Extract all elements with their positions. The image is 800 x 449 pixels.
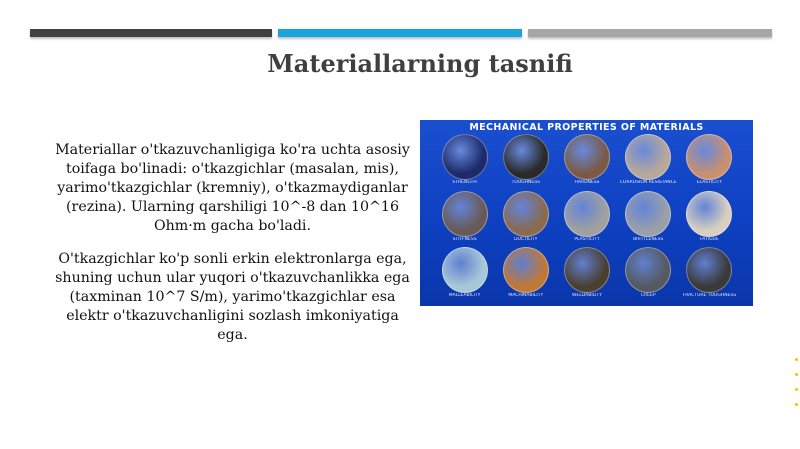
property-photo: [686, 191, 732, 237]
property-item: [618, 133, 679, 190]
property-photo: [625, 134, 671, 180]
property-label: PLASTICITY: [574, 236, 600, 242]
property-label: ELASTICITY: [696, 180, 723, 185]
paragraph-1: Materiallar o'tkazuvchanligiga ko'ra uchta asosiy toifaga bo'linadi: o'tkazgichlar (masalan, mis), yarimo'tkazgichlar (kremniy), o'tkazmaydiganlar (rezina). Ularning qarshiligi 10^-8 dan 10^16 Ohm·m gacha bo'ladi.: [55, 142, 410, 234]
property-item: [679, 133, 740, 190]
property-label: STIFFNESS: [452, 236, 477, 242]
property-photo: [442, 134, 488, 180]
property-item: [495, 133, 556, 190]
property-item: [434, 246, 495, 303]
property-item: [556, 190, 617, 247]
property-label: FRACTURE TOUGHNESS: [682, 293, 737, 299]
decor-bar-accent: [278, 29, 522, 37]
property-photo: [686, 247, 732, 293]
mechanical-properties-image: [420, 120, 753, 306]
property-label: DUCTILITY: [514, 236, 538, 242]
property-photo: [503, 134, 549, 180]
side-dots: [795, 358, 798, 418]
property-photo: [564, 191, 610, 237]
property-photo: [503, 247, 549, 293]
decor-dot: [795, 403, 798, 406]
property-label: TOUGHNESS: [511, 180, 540, 185]
decor-bar-light: [528, 29, 772, 37]
property-label: FATIGUE: [700, 236, 719, 242]
decor-dot: [795, 373, 798, 376]
property-photo: [442, 247, 488, 293]
property-item: [556, 246, 617, 303]
decor-bar-dark: [30, 29, 272, 37]
property-label: MALLEABILITY: [448, 293, 481, 299]
property-label: MACHINABILITY: [508, 293, 544, 299]
property-item: [434, 133, 495, 190]
property-item: [495, 190, 556, 247]
property-photo: [564, 134, 610, 180]
property-label: CORROSION RESISTANCE: [619, 180, 677, 185]
property-photo: [564, 247, 610, 293]
top-decor-bars: [30, 29, 772, 38]
property-photo: [625, 191, 671, 237]
decor-dot: [795, 358, 798, 361]
property-grid: [434, 133, 740, 303]
property-item: [618, 246, 679, 303]
property-item: [556, 133, 617, 190]
property-label: CREEP: [640, 293, 656, 299]
property-photo: [625, 247, 671, 293]
paragraph-2: O'tkazgichlar ko'p sonli erkin elektronlarga ega, shuning uchun ular yuqori o'tkazuvchanlikka ega (taxminan 10^7 S/m), yarimo'tkazgichlar esa elektr o'tkazuvchanligini sozlash imkoniyatiga ega.: [55, 251, 410, 343]
property-label: WELDABILITY: [571, 293, 602, 299]
property-photo: [686, 134, 732, 180]
property-photo: [442, 191, 488, 237]
property-item: [679, 246, 740, 303]
property-item: [434, 190, 495, 247]
property-item: [679, 190, 740, 247]
slide-title: Materiallarning tasnifi: [267, 49, 573, 78]
property-item: [495, 246, 556, 303]
property-photo: [503, 191, 549, 237]
property-label: HARDNESS: [574, 180, 600, 185]
slide-body: [50, 141, 415, 359]
property-label: BRITTLENESS: [633, 236, 664, 242]
image-title: MECHANICAL PROPERTIES OF MATERIALS: [469, 122, 704, 133]
property-label: STRENGTH: [452, 180, 477, 185]
property-item: [618, 190, 679, 247]
decor-dot: [795, 388, 798, 391]
